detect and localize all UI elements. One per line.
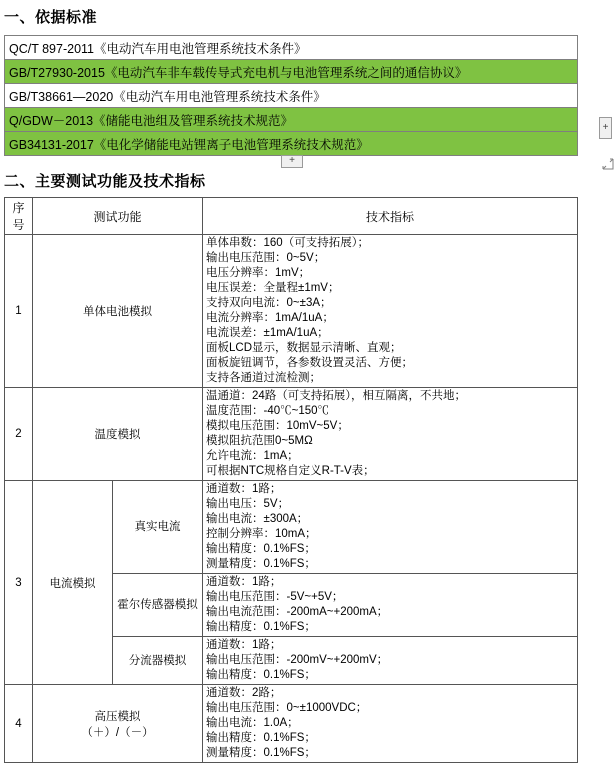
row-index: 4 bbox=[5, 685, 33, 763]
table-resize-handle[interactable] bbox=[602, 158, 614, 170]
spec-line: 电流分辨率：1mA/1uA； bbox=[206, 312, 334, 324]
spec-line: 电压分辨率：1mV； bbox=[206, 267, 311, 279]
spec-line: 模拟阻抗范围0~5MΩ bbox=[206, 435, 313, 447]
spec-line: 输出精度：0.1%FS； bbox=[206, 669, 316, 681]
table-row bbox=[5, 481, 578, 574]
standards-table bbox=[4, 35, 578, 156]
row-index: 1 bbox=[5, 235, 33, 388]
spec-line: 可根据NTC规格自定义R-T-V表； bbox=[206, 465, 375, 477]
row-function: 单体电池模拟 bbox=[33, 235, 203, 388]
spec-line: 支持双向电流：0~±3A； bbox=[206, 297, 332, 309]
row-function: 电流模拟 bbox=[33, 481, 113, 685]
section-heading-standards: 一、依据标准 bbox=[4, 9, 98, 26]
spec-table-container bbox=[4, 197, 600, 763]
standard-item: GB34131-2017《电化学储能电站锂离子电池管理系统技术规范》 bbox=[5, 132, 578, 156]
row-spec bbox=[203, 637, 578, 685]
row-spec bbox=[203, 481, 578, 574]
row-index: 3 bbox=[5, 481, 33, 685]
spec-line: 通道数：2路； bbox=[206, 687, 282, 699]
spec-line: 电流误差：±1mA/1uA； bbox=[206, 327, 329, 339]
section-heading-spec: 二、主要测试功能及技术指标 bbox=[4, 173, 206, 190]
spec-line: 通道数：1路； bbox=[206, 639, 282, 651]
spec-line: 单体串数：160（可支持拓展）； bbox=[206, 237, 369, 249]
table-row[interactable] bbox=[5, 36, 578, 60]
spec-line: 输出精度：0.1%FS； bbox=[206, 732, 316, 744]
spec-line: 通道数：1路； bbox=[206, 576, 282, 588]
spec-line: 输出电流：1.0A； bbox=[206, 717, 299, 729]
row-subfunction: 霍尔传感器模拟 bbox=[113, 574, 203, 637]
spec-line: 通道数：1路； bbox=[206, 483, 282, 495]
spec-line: 输出电流：±300A； bbox=[206, 513, 309, 525]
standard-item: QC/T 897-2011《电动汽车用电池管理系统技术条件》 bbox=[5, 36, 578, 60]
row-function: 温度模拟 bbox=[33, 388, 203, 481]
row-spec bbox=[203, 685, 578, 763]
standard-item: Q/GDW－2013《储能电池组及管理系统技术规范》 bbox=[5, 108, 578, 132]
spec-line: 面板LCD显示，数据显示清晰、直观； bbox=[206, 342, 402, 354]
table-row bbox=[5, 235, 578, 388]
row-function-sublabel: （＋）/（－） bbox=[81, 726, 154, 739]
spec-line: 温通道：24路（可支持拓展），相互隔离，不共地； bbox=[206, 390, 467, 402]
spec-line: 温度范围：-40℃~150℃ bbox=[206, 405, 330, 417]
add-column-handle[interactable]: + bbox=[599, 117, 612, 139]
spec-line: 输出电压范围：-200mV~+200mV； bbox=[206, 654, 389, 666]
row-function bbox=[33, 685, 203, 763]
standard-item: GB/T38661—2020《电动汽车用电池管理系统技术条件》 bbox=[5, 84, 578, 108]
standards-table-container bbox=[4, 35, 609, 166]
row-subfunction: 分流器模拟 bbox=[113, 637, 203, 685]
spec-line: 输出电压范围：0~5V； bbox=[206, 252, 326, 264]
spec-line: 面板旋钮调节，各参数设置灵活、方便； bbox=[206, 357, 414, 369]
spec-line: 输出电流范围：-200mA~+200mA； bbox=[206, 606, 389, 618]
spec-line: 电压误差：全量程±1mV； bbox=[206, 282, 340, 294]
spec-line: 控制分辨率：10mA； bbox=[206, 528, 317, 540]
column-header-spec: 技术指标 bbox=[203, 198, 578, 235]
row-spec bbox=[203, 574, 578, 637]
table-row bbox=[5, 685, 578, 763]
column-header-function: 测试功能 bbox=[33, 198, 203, 235]
column-header-index: 序号 bbox=[5, 198, 33, 235]
spec-line: 测量精度：0.1%FS； bbox=[206, 558, 316, 570]
spec-table bbox=[4, 197, 578, 763]
standard-item: GB/T27930-2015《电动汽车非车载传导式充电机与电池管理系统之间的通信协议》 bbox=[5, 60, 578, 84]
spec-line: 模拟电压范围：10mV~5V； bbox=[206, 420, 349, 432]
row-spec bbox=[203, 388, 578, 481]
row-spec bbox=[203, 235, 578, 388]
table-row bbox=[5, 388, 578, 481]
spec-line: 输出电压范围：-5V~+5V； bbox=[206, 591, 344, 603]
spec-line: 测量精度：0.1%FS； bbox=[206, 747, 316, 759]
spec-line: 允许电流：1mA； bbox=[206, 450, 299, 462]
spec-line: 输出精度：0.1%FS； bbox=[206, 543, 316, 555]
spec-line: 输出电压：5V； bbox=[206, 498, 290, 510]
table-header-row bbox=[5, 198, 578, 235]
table-row[interactable] bbox=[5, 60, 578, 84]
table-row[interactable] bbox=[5, 132, 578, 156]
spec-line: 输出电压范围：0~±1000VDC； bbox=[206, 702, 368, 714]
add-row-handle[interactable]: + bbox=[281, 155, 303, 168]
spec-line: 输出精度：0.1%FS； bbox=[206, 621, 316, 633]
spec-line: 支持各通道过流检测； bbox=[206, 372, 322, 384]
table-row[interactable] bbox=[5, 108, 578, 132]
table-row[interactable] bbox=[5, 84, 578, 108]
row-subfunction: 真实电流 bbox=[113, 481, 203, 574]
row-index: 2 bbox=[5, 388, 33, 481]
row-function-label: 高压模拟 bbox=[94, 710, 141, 723]
